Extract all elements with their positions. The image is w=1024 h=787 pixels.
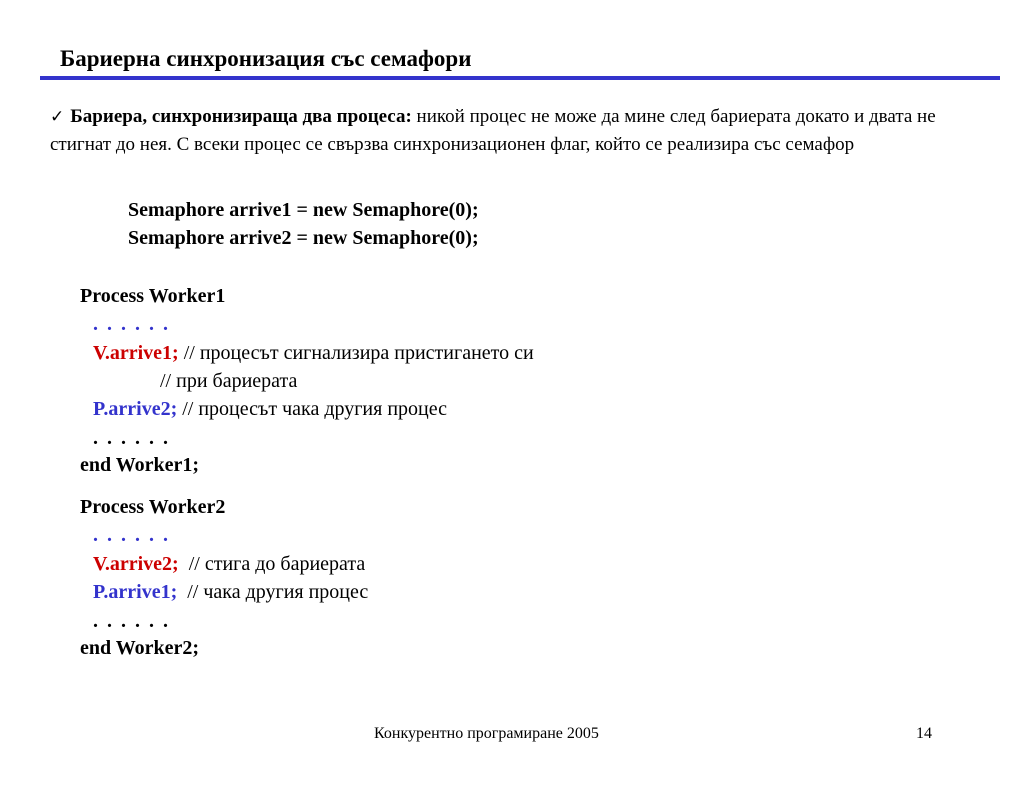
checkmark-icon: ✓ (50, 107, 65, 127)
worker1-header: Process Worker1 (80, 285, 226, 307)
worker2-end: end Worker2; (80, 637, 200, 659)
worker1-signal-line (93, 339, 534, 367)
page-number: 14 (916, 725, 932, 742)
declaration-line-2: Semaphore arrive2 = new Semaphore(0); (128, 227, 479, 249)
worker2-header: Process Worker2 (80, 496, 226, 518)
worker1-signal-comment: // процесът сигнализира пристигането си (178, 342, 534, 364)
worker1-wait-line (93, 395, 447, 423)
bullet-paragraph (50, 103, 980, 158)
worker2-wait-code: P.arrive1; (93, 581, 178, 603)
footer-course: Конкурентно програмиране 2005 (374, 725, 599, 742)
worker2-signal-line (93, 550, 365, 578)
worker1-dots-top: . . . . . . (93, 313, 170, 335)
worker1-signal-code: V.arrive1; (93, 342, 179, 364)
worker2-signal-code: V.arrive2; (93, 553, 179, 575)
worker2-signal-comment: // стига до бариерата (178, 553, 366, 575)
worker1-wait-comment: // процесът чака другия процес (177, 398, 447, 420)
worker1-signal-comment-cont: // при бариерата (160, 370, 298, 392)
worker2-wait-comment: // чака другия процес (177, 581, 369, 603)
bullet-text: никой процес не може да мине след бариерата докато и двата не стигнат до нея. С всеки процес се свързва синхронизационен флаг, който се реализира със семафор (50, 106, 936, 155)
worker1-dots-bottom: . . . . . . (93, 427, 170, 449)
worker2-wait-line (93, 578, 368, 606)
worker1-end: end Worker1; (80, 454, 200, 476)
slide-title: Бариерна синхронизация със семафори (60, 46, 472, 71)
worker2-dots-top: . . . . . . (93, 524, 170, 546)
worker2-dots-bottom: . . . . . . (93, 610, 170, 632)
title-underline (40, 76, 1000, 80)
bullet-lead: Бариера, синхронизираща два процеса: (70, 106, 412, 127)
declaration-line-1: Semaphore arrive1 = new Semaphore(0); (128, 199, 479, 221)
worker1-wait-code: P.arrive2; (93, 398, 178, 420)
